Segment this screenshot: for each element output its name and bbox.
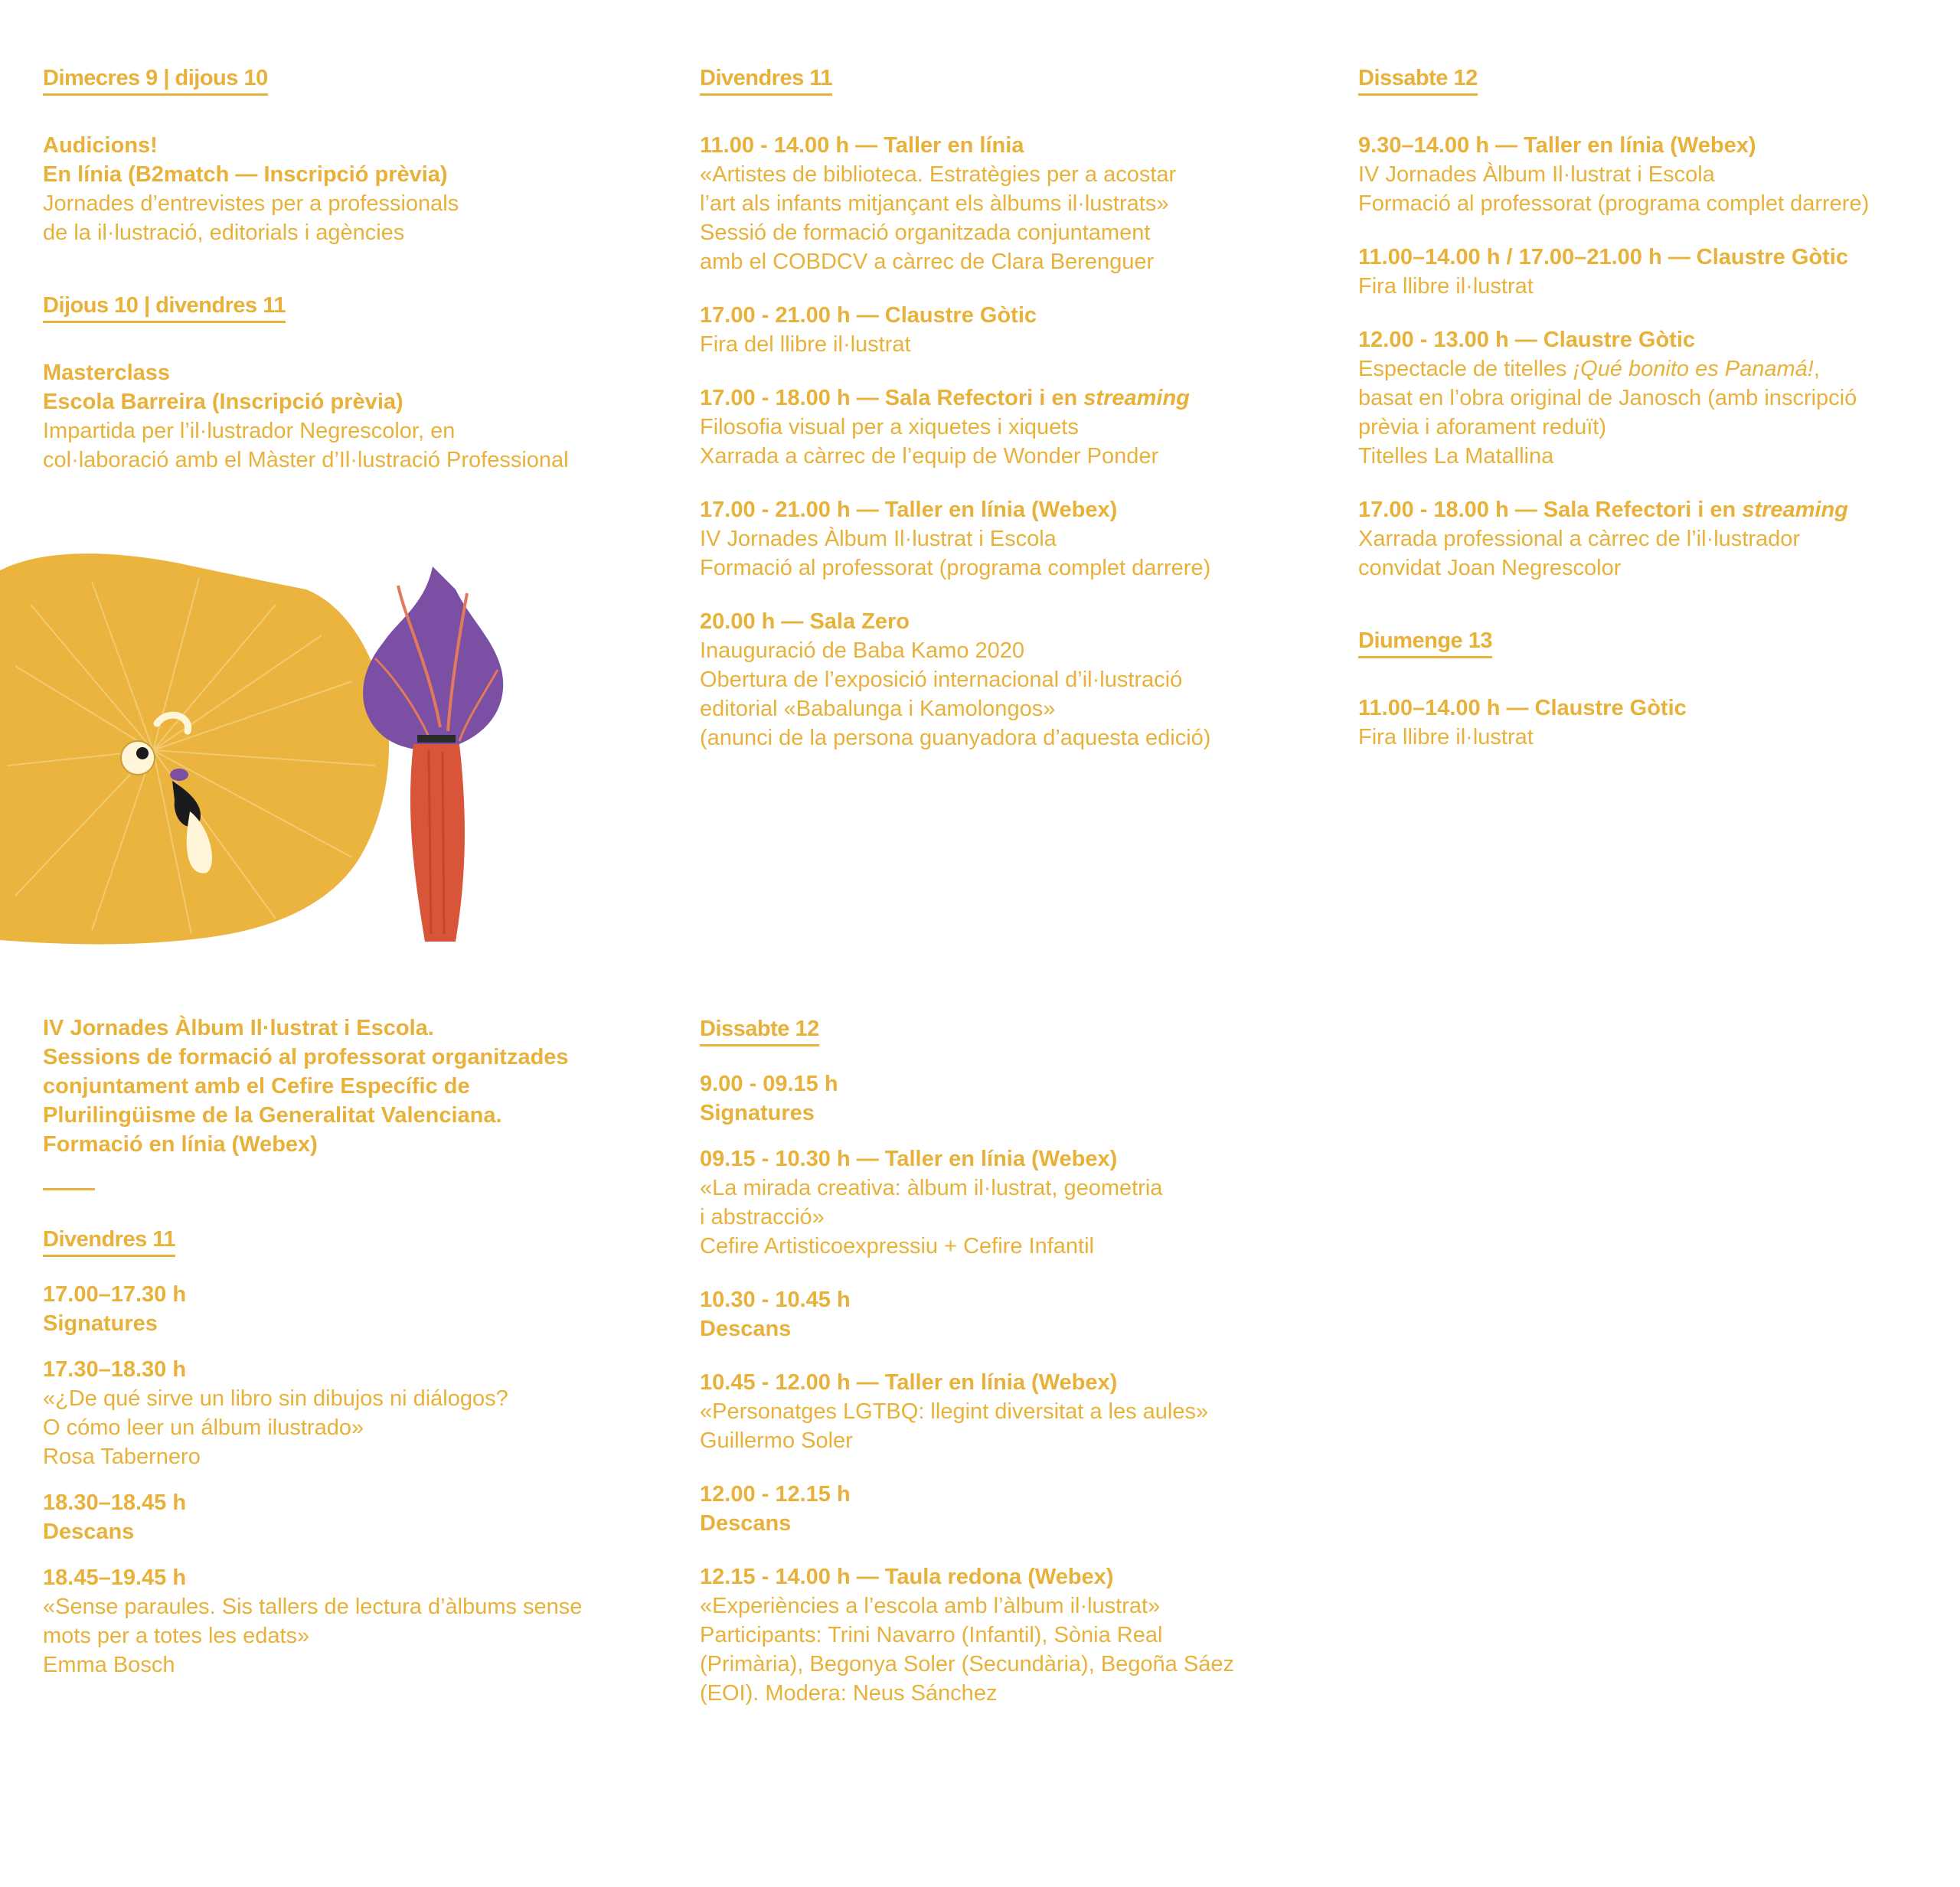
event-desc: Fira llibre il·lustrat [1358, 725, 1534, 749]
event [700, 384, 1312, 471]
event-desc: Impartida per l’il·lustrador Negrescolor, en [43, 419, 456, 443]
event-time: 10.45 - 12.00 h — Taller en línia (Webex) [700, 1370, 1118, 1395]
event-desc: (EOI). Modera: Neus Sánchez [700, 1681, 998, 1706]
schedule-col-4 [43, 1014, 655, 1704]
event-desc: Formació al professorat (programa complet darrere) [1358, 191, 1870, 216]
event-desc: Cefire Artisticoexpressiu + Cefire Infantil [700, 1234, 1094, 1259]
day-heading: Dissabte 12 [1358, 63, 1478, 96]
event-desc: Fira del llibre il·lustrat [700, 332, 911, 357]
event-desc: Xarrada a càrrec de l’equip de Wonder Ponder [700, 444, 1159, 468]
event [1358, 131, 1960, 218]
event-time: 18.45–19.45 h [43, 1565, 187, 1590]
event-desc: O cómo leer un álbum ilustrado» [43, 1415, 364, 1440]
event [700, 301, 1312, 359]
event [700, 131, 1312, 276]
event [43, 1280, 655, 1338]
event-time: 17.30–18.30 h [43, 1357, 187, 1382]
event-masterclass [43, 358, 655, 475]
event-desc: «¿De qué sirve un libro sin dibujos ni diálogos? [43, 1386, 508, 1411]
event-time: 11.00–14.00 h / 17.00–21.00 h — Claustre Gòtic [1358, 245, 1848, 269]
event [1358, 243, 1960, 301]
event-time: 17.00–17.30 h [43, 1282, 187, 1307]
event-time: 20.00 h — Sala Zero [700, 609, 910, 634]
event [700, 495, 1312, 583]
day-heading: Divendres 11 [700, 63, 832, 96]
lion-illustration [0, 536, 551, 949]
event-desc: «La mirada creativa: àlbum il·lustrat, geometria [700, 1176, 1163, 1200]
schedule-col-2 [700, 63, 1312, 777]
event-desc: de la il·lustració, editorials i agències [43, 220, 405, 245]
event [700, 1368, 1312, 1455]
event-time: 17.00 - 18.00 h — Sala Refectori i en streaming [1358, 498, 1848, 522]
event-desc: IV Jornades Àlbum Il·lustrat i Escola [1358, 162, 1715, 187]
event [700, 607, 1312, 753]
intro-line: Plurilingüisme de la Generalitat Valenciana. [43, 1103, 502, 1128]
event [700, 1480, 1312, 1538]
event-time: 9.30–14.00 h — Taller en línia (Webex) [1358, 133, 1756, 158]
event-desc: Xarrada professional a càrrec de l’il·lustrador [1358, 527, 1801, 551]
event-time: 10.30 - 10.45 h [700, 1288, 851, 1312]
event-desc: mots per a totes les edats» [43, 1624, 310, 1648]
event-time: 12.00 - 12.15 h [700, 1482, 851, 1507]
event-sub: Descans [700, 1511, 792, 1536]
event [43, 1355, 655, 1471]
event-desc: l’art als infants mitjançant els àlbums il·lustrats» [700, 191, 1169, 216]
day-heading: Dissabte 12 [700, 1014, 819, 1046]
day-heading: Diumenge 13 [1358, 625, 1492, 658]
event-time-em: streaming [1083, 386, 1190, 410]
intro-line: Sessions de formació al professorat organitzades [43, 1045, 569, 1069]
event [700, 1285, 1312, 1343]
event-desc: «Artistes de biblioteca. Estratègies per a acostar [700, 162, 1177, 187]
event-desc: Emma Bosch [43, 1653, 175, 1677]
event-desc: «Sense paraules. Sis tallers de lectura d’àlbums sense [43, 1595, 583, 1619]
day-heading: Dimecres 9 | dijous 10 [43, 63, 268, 96]
event-audicions [43, 131, 655, 247]
jornades-intro [43, 1014, 655, 1159]
schedule-col-5 [700, 1014, 1312, 1732]
show-title: ¡Qué bonito es Panamá! [1573, 357, 1814, 381]
event-time: 11.00–14.00 h — Claustre Gòtic [1358, 696, 1687, 720]
event-sub: Descans [43, 1520, 135, 1544]
day-heading: Divendres 11 [43, 1224, 175, 1257]
event-desc: Participants: Trini Navarro (Infantil), Sònia Real [700, 1623, 1163, 1647]
event-sub: Descans [700, 1317, 792, 1341]
day-heading: Dijous 10 | divendres 11 [43, 290, 286, 323]
event-desc: Espectacle de titelles ¡Qué bonito es Panamá!, [1358, 357, 1820, 381]
event [700, 1069, 1312, 1128]
event-desc: «Experiències a l’escola amb l’àlbum il·lustrat» [700, 1594, 1161, 1618]
event-subtitle: En línia (B2match — Inscripció prèvia) [43, 162, 448, 187]
event-desc: Fira llibre il·lustrat [1358, 274, 1534, 299]
event-time: 17.00 - 18.00 h — Sala Refectori i en streaming [700, 386, 1190, 410]
event-desc: prèvia i aforament reduït) [1358, 415, 1606, 439]
event-desc: convidat Joan Negrescolor [1358, 556, 1622, 580]
event-desc: basat en l’obra original de Janosch (amb inscripció [1358, 386, 1857, 410]
event-subtitle: Escola Barreira (Inscripció prèvia) [43, 390, 403, 414]
event-desc: (Primària), Begonya Soler (Secundària), Begoña Sáez [700, 1652, 1234, 1676]
event-time: 17.00 - 21.00 h — Taller en línia (Webex) [700, 498, 1118, 522]
event-time: 18.30–18.45 h [43, 1490, 187, 1515]
schedule-col-1 [43, 63, 655, 499]
schedule-col-3 [1358, 63, 1960, 776]
intro-line: conjuntament amb el Cefire Específic de [43, 1074, 470, 1099]
event-desc: col·laboració amb el Màster d’Il·lustració Professional [43, 448, 569, 472]
event-desc: Guillermo Soler [700, 1428, 853, 1453]
event-desc: Rosa Tabernero [43, 1445, 201, 1469]
event-desc: Sessió de formació organitzada conjuntament [700, 220, 1151, 245]
divider [43, 1188, 95, 1190]
intro-line: IV Jornades Àlbum Il·lustrat i Escola. [43, 1016, 434, 1040]
event [43, 1563, 655, 1680]
event-time: 11.00 - 14.00 h — Taller en línia [700, 133, 1024, 158]
event-time: 12.15 - 14.00 h — Taula redona (Webex) [700, 1565, 1114, 1589]
event-desc: Jornades d’entrevistes per a professionals [43, 191, 459, 216]
event [43, 1488, 655, 1546]
event-time: 9.00 - 09.15 h [700, 1072, 838, 1096]
event-desc: amb el COBDCV a càrrec de Clara Berenguer [700, 250, 1155, 274]
event-sub: Signatures [43, 1311, 158, 1336]
event [700, 1144, 1312, 1261]
event-desc: Obertura de l’exposició internacional d’il·lustració [700, 668, 1183, 692]
event [1358, 495, 1960, 583]
event-time-em: streaming [1742, 498, 1848, 522]
event-desc: IV Jornades Àlbum Il·lustrat i Escola [700, 527, 1057, 551]
event-desc: Formació al professorat (programa complet darrere) [700, 556, 1211, 580]
event [1358, 694, 1960, 752]
lion-icon [0, 553, 389, 944]
event-time: 12.00 - 13.00 h — Claustre Gòtic [1358, 328, 1696, 352]
event-desc: editorial «Babalunga i Kamolongos» [700, 697, 1056, 721]
event-title: Masterclass [43, 361, 171, 385]
event-desc: Titelles La Matallina [1358, 444, 1554, 468]
event-desc: (anunci de la persona guanyadora d’aquesta edició) [700, 726, 1211, 750]
event-sub: Signatures [700, 1101, 815, 1125]
event [1358, 325, 1960, 471]
event-time: 09.15 - 10.30 h — Taller en línia (Webex) [700, 1147, 1118, 1171]
event [700, 1562, 1312, 1708]
event-time: 17.00 - 21.00 h — Claustre Gòtic [700, 303, 1037, 328]
event-title: Audicions! [43, 133, 158, 158]
event-desc: i abstracció» [700, 1205, 825, 1229]
event-desc: Inauguració de Baba Kamo 2020 [700, 638, 1025, 663]
intro-line: Formació en línia (Webex) [43, 1132, 318, 1157]
event-desc: Filosofia visual per a xiquetes i xiquets [700, 415, 1079, 439]
event-desc: «Personatges LGTBQ: llegint diversitat a les aules» [700, 1399, 1209, 1424]
